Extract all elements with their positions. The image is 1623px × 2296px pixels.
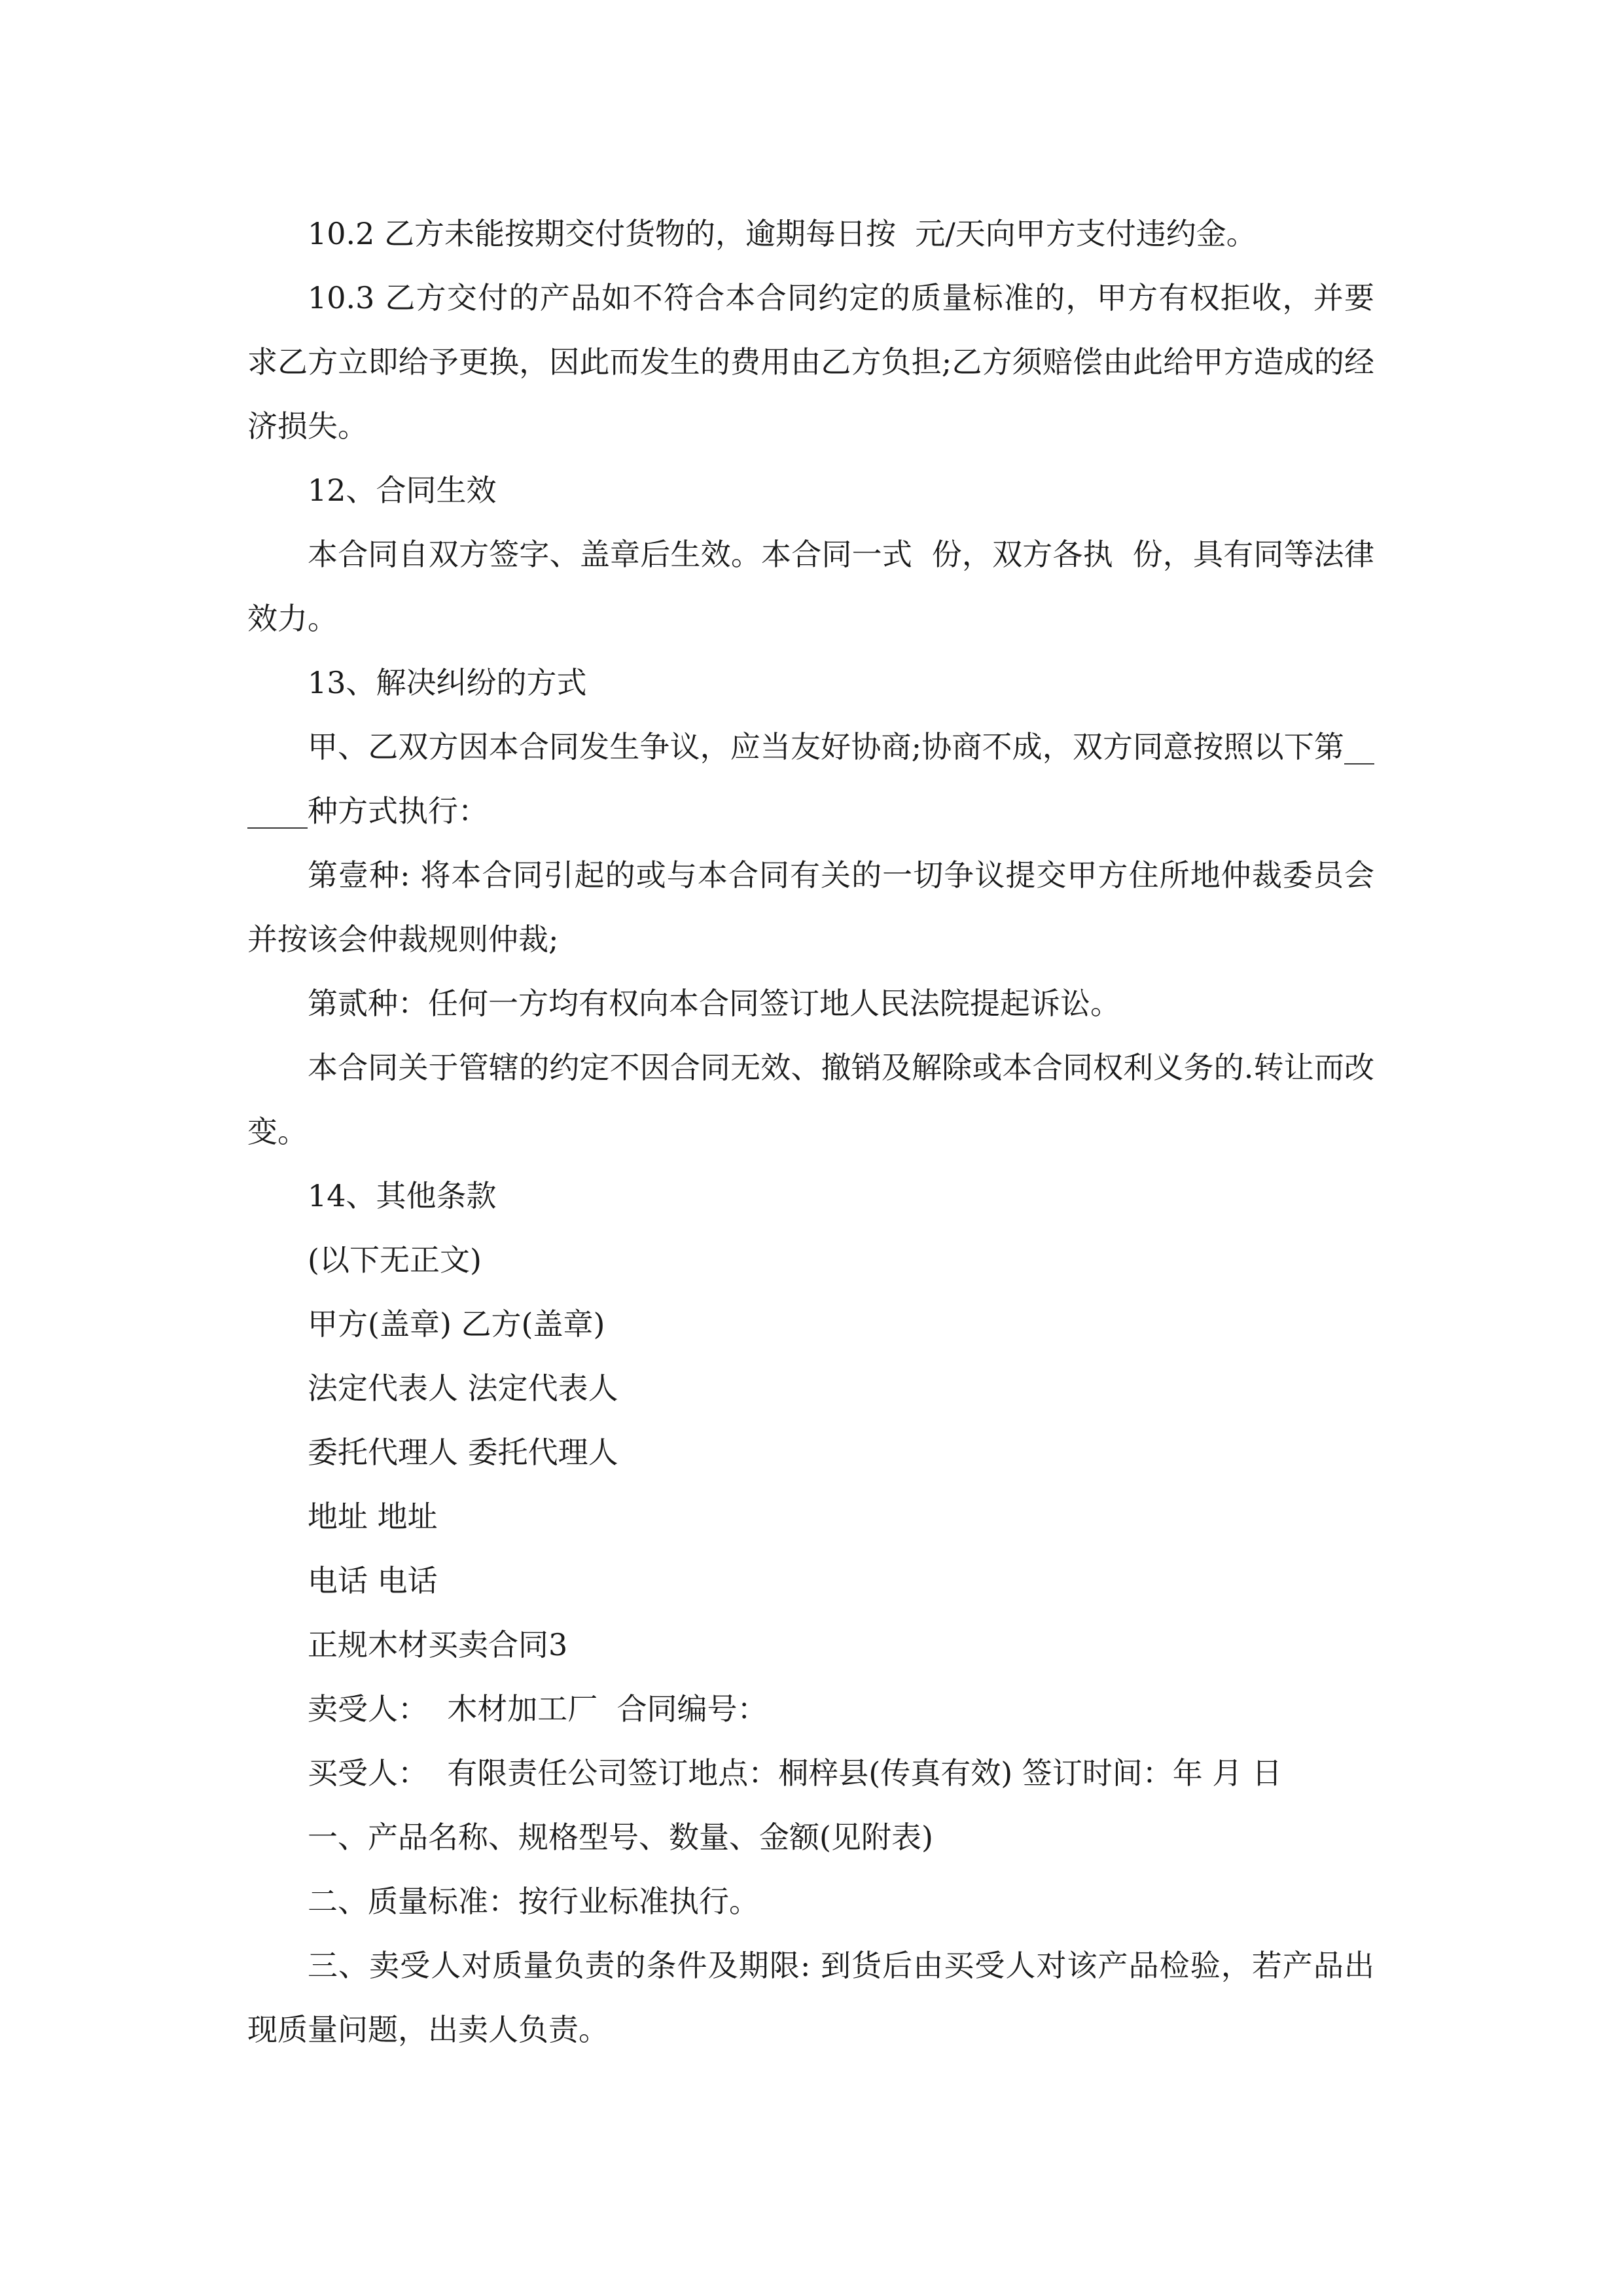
dispute-option-1: 第壹种: 将本合同引起的或与本合同有关的一切争议提交甲方住所地仲裁委员会并按该会仲裁规则仲裁; xyxy=(247,857,1374,957)
document-page xyxy=(247,202,1374,2062)
no-further-text: (以下无正文) xyxy=(308,1242,482,1278)
clause-10-3: 10.3 乙方交付的产品如不符合本合同约定的质量标准的，甲方有权拒收，并要求乙方立即给予更换，因此而发生的费用由乙方负担;乙方须赔偿由此给甲方造成的经济损失。 xyxy=(247,280,1374,444)
jurisdiction-paragraph: 本合同关于管辖的约定不因合同无效、撤销及解除或本合同权利义务的.转让而改变。 xyxy=(247,1050,1374,1149)
section-heading-12: 12、合同生效 xyxy=(308,473,497,508)
buyer-line: 买受人： 有限责任公司签订地点：桐梓县(传真有效) 签订时间：年 月 日 xyxy=(308,1755,1283,1791)
quality-responsibility-clause: 三、卖受人对质量负责的条件及期限: 到货后由买受人对该产品检验，若产品出现质量问题，出卖人负责。 xyxy=(247,1948,1374,2047)
signature-agent-line: 委托代理人 委托代理人 xyxy=(308,1435,618,1470)
seller-line: 卖受人： 木材加工厂 合同编号： xyxy=(308,1691,768,1727)
contract-3-title: 正规木材买卖合同3 xyxy=(308,1627,568,1662)
signature-address-line: 地址 地址 xyxy=(308,1499,438,1534)
clause-10-2: 10.2 乙方未能按期交付货物的，逾期每日按 元/天向甲方支付违约金。 xyxy=(308,216,1257,251)
dispute-option-2: 第贰种：任何一方均有权向本合同签订地人民法院提起诉讼。 xyxy=(308,986,1120,1021)
quality-standard-clause: 二、质量标准：按行业标准执行。 xyxy=(308,1884,759,1919)
product-clause: 一、产品名称、规格型号、数量、金额(见附表) xyxy=(308,1820,933,1855)
signature-representative-line: 法定代表人 法定代表人 xyxy=(308,1371,618,1406)
effectiveness-paragraph: 本合同自双方签字、盖章后生效。本合同一式 份，双方各执 份，具有同等法律效力。 xyxy=(247,537,1374,636)
signature-seal-line: 甲方(盖章) 乙方(盖章) xyxy=(308,1306,605,1342)
signature-phone-line: 电话 电话 xyxy=(308,1563,438,1598)
dispute-paragraph: 甲、乙双方因本合同发生争议，应当友好协商;协商不成，双方同意按照以下第______种方式执行： xyxy=(247,729,1374,829)
section-heading-13: 13、解决纠纷的方式 xyxy=(308,665,587,700)
section-heading-14: 14、其他条款 xyxy=(308,1178,497,1213)
